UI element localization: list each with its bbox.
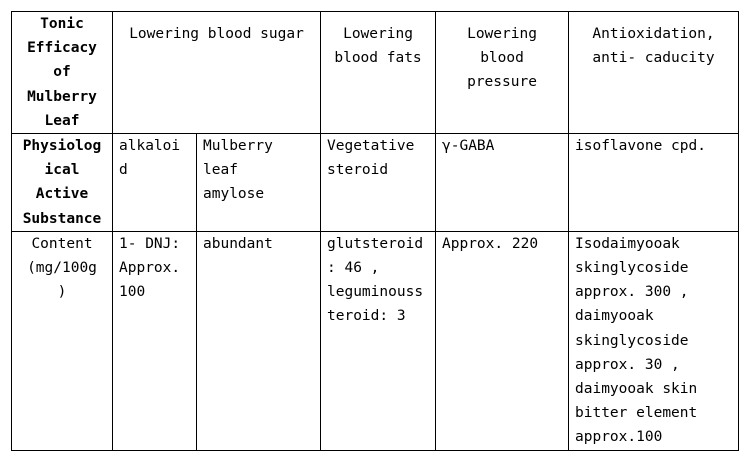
header-lowering-blood-sugar [113,12,321,134]
header-tonic-line-4: Mulberry [27,88,97,105]
physio-gaba-line-1: γ-GABA [442,138,495,155]
content-isoflavone-cell [569,231,739,450]
content-gaba-cell [436,231,569,450]
content-dnj-cell [113,231,197,450]
header-lowering-blood-fats [321,12,436,134]
content-isoflavone-line-9: approx.100 [575,429,663,446]
content-gaba-line-1: Approx. 220 [442,235,539,252]
content-amylose-line-1: abundant [203,235,273,252]
content-amylose-cell [197,231,321,450]
physiological-substance-label [12,134,113,232]
header-blood-fats-line-2: blood fats [334,50,422,67]
content-steroid-line-2: : 46 , [327,260,380,277]
content-label-line-3: ) [57,284,67,301]
physio-amylose-line-2: leaf [203,162,238,179]
header-tonic-line-2: Efficacy [27,40,97,57]
content-label-line-2: (mg/100g [27,260,97,277]
content-steroid-line-4: teroid: 3 [327,308,406,325]
header-antioxidation-line-2: anti- caducity [592,50,715,67]
physio-label-line-4: Substance [22,210,102,227]
content-isoflavone-line-4: daimyooak [575,308,654,325]
header-blood-sugar-line-1: Lowering blood sugar [129,26,304,42]
content-dnj-line-1: 1- DNJ: [119,235,181,252]
physiological-substance-row [12,134,739,232]
physio-alkaloid-line-1: alkaloi [119,138,181,155]
physio-label-line-1: Physiolog [22,138,102,155]
content-isoflavone-line-2: skinglycoside [575,260,689,277]
physio-isoflavone-line-1: isoflavone cpd. [575,138,706,155]
content-isoflavone-line-1: Isodaimyooak [575,235,680,252]
content-isoflavone-line-5: skinglycoside [575,332,689,349]
physio-amylose-cell [197,134,321,232]
header-blood-pressure-line-3: pressure [467,74,537,91]
physio-isoflavone-cell [569,134,739,232]
physio-gaba-cell [436,134,569,232]
physio-steroid-line-1: Vegetative [327,138,415,155]
physio-steroid-cell [321,134,436,232]
header-tonic-line-5: Leaf [44,112,80,129]
physio-alkaloid-cell [113,134,197,232]
content-isoflavone-line-6: approx. 30 , [575,356,680,373]
header-blood-pressure-line-2: blood [480,50,524,67]
physio-steroid-line-2: steroid [327,162,389,179]
content-row [12,231,739,450]
content-steroid-line-1: glutsteroid [327,235,424,252]
header-tonic-line-1: Tonic [40,16,84,32]
content-label-line-1: Content [31,235,93,252]
header-tonic-efficacy [12,12,113,134]
content-label [12,231,113,450]
content-isoflavone-line-3: approx. 300 , [575,284,689,301]
physio-label-line-3: Active [35,186,89,203]
physio-amylose-line-3: amylose [203,186,265,203]
header-row [12,12,739,134]
content-isoflavone-line-8: bitter element [575,405,698,422]
physio-alkaloid-line-2: d [119,162,128,179]
content-steroid-cell [321,231,436,450]
physio-amylose-line-1: Mulberry [203,138,273,155]
content-dnj-line-2: Approx. [119,260,181,277]
content-isoflavone-line-7: daimyooak skin [575,381,698,398]
physio-label-line-2: ical [44,162,80,179]
content-steroid-line-3: leguminouss [327,284,424,301]
header-lowering-blood-pressure [436,12,569,134]
header-antioxidation [569,12,739,134]
header-blood-pressure-line-1: Lowering [467,26,537,42]
header-antioxidation-line-1: Antioxidation, [592,26,715,42]
mulberry-leaf-efficacy-table [11,11,739,451]
header-blood-fats-line-1: Lowering [343,26,413,42]
content-dnj-line-3: 100 [119,284,146,301]
header-tonic-line-3: of [53,64,71,81]
